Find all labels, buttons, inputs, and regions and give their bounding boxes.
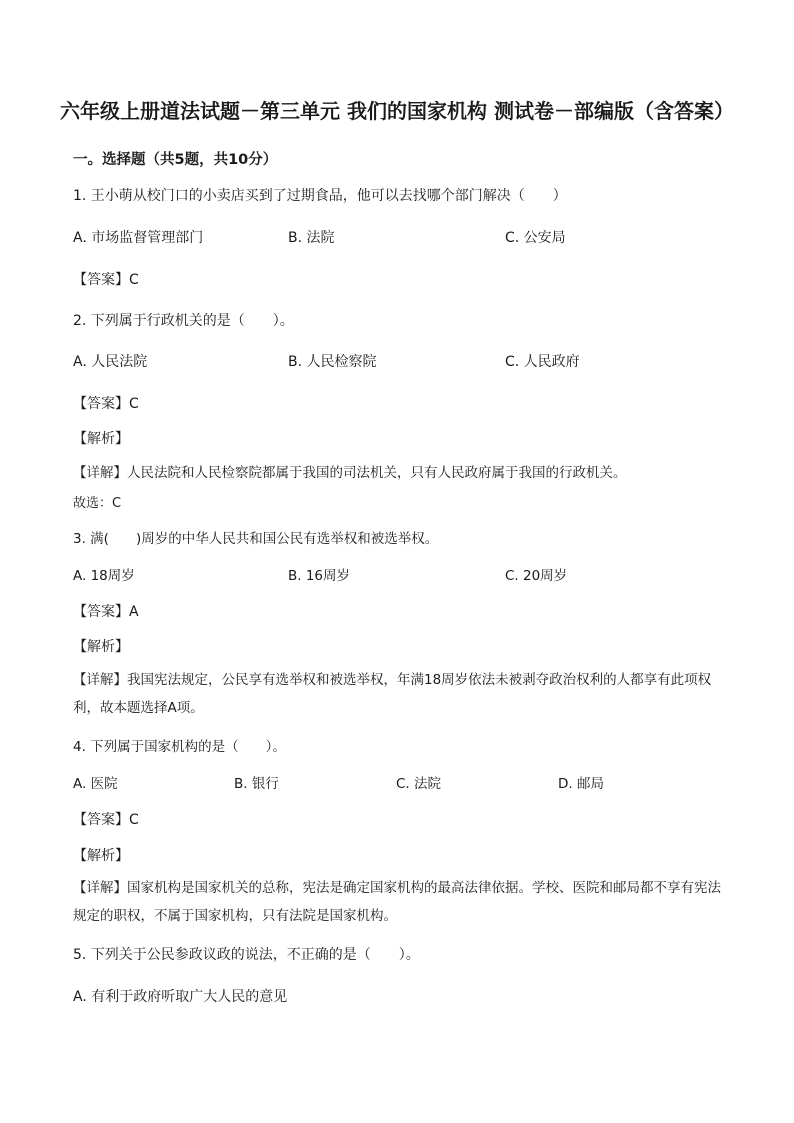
question-4-answer: 【答案】C	[73, 812, 139, 828]
question-4-option-d: D. 邮局	[558, 776, 604, 792]
question-3-answer: 【答案】A	[73, 604, 139, 620]
question-2-answer: 【答案】C	[73, 396, 139, 412]
question-4-analysis-label: 【解析】	[73, 848, 129, 864]
question-1-option-c: C. 公安局	[505, 230, 566, 246]
question-2-option-b: B. 人民检察院	[288, 354, 377, 370]
question-2-detail: 【详解】人民法院和人民检察院都属于我国的司法机关，只有人民政府属于我国的行政机关。	[73, 465, 627, 481]
question-2-option-a: A. 人民法院	[73, 354, 148, 370]
question-2-analysis-label: 【解析】	[73, 431, 129, 447]
question-3-analysis-label: 【解析】	[73, 639, 129, 655]
question-2-choice: 故选：C	[73, 496, 122, 511]
question-4-option-b: B. 银行	[234, 776, 279, 792]
question-3-option-b: B. 16周岁	[288, 568, 351, 584]
question-2-option-c: C. 人民政府	[505, 354, 580, 370]
question-1-stem: 1. 王小萌从校门口的小卖店买到了过期食品，他可以去找哪个部门解决（ ）	[73, 188, 567, 204]
question-3-option-a: A. 18周岁	[73, 568, 135, 584]
question-1-option-a: A. 市场监督管理部门	[73, 230, 204, 246]
question-3-detail: 【详解】我国宪法规定，公民享有选举权和被选举权，年满18周岁依法未被剥夺政治权利的人都享有此项权利，故本题选择A项。	[73, 672, 712, 716]
question-3-stem: 3. 满( )周岁的中华人民共和国公民有选举权和被选举权。	[73, 531, 439, 547]
question-5-stem: 5. 下列关于公民参政议政的说法，不正确的是（ ）。	[73, 947, 420, 963]
question-5-option-a: A. 有利于政府听取广大人民的意见	[73, 989, 288, 1005]
question-4-option-a: A. 医院	[73, 776, 118, 792]
question-4-detail: 【详解】国家机构是国家机关的总称，宪法是确定国家机构的最高法律依据。学校、医院和邮局都不享有宪法规定的职权，不属于国家机构，只有法院是国家机构。	[73, 880, 721, 924]
question-1-option-b: B. 法院	[288, 230, 335, 246]
page-title: 六年级上册道法试题－第三单元 我们的国家机构 测试卷－部编版（含答案）	[60, 99, 734, 123]
question-4-stem: 4. 下列属于国家机构的是（ ）。	[73, 739, 286, 755]
question-3-option-c: C. 20周岁	[505, 568, 568, 584]
question-4-option-c: C. 法院	[396, 776, 442, 792]
question-1-answer: 【答案】C	[73, 272, 139, 288]
section-heading: 一。选择题（共5题，共10分）	[73, 152, 278, 168]
question-2-stem: 2. 下列属于行政机关的是（ ）。	[73, 313, 294, 329]
